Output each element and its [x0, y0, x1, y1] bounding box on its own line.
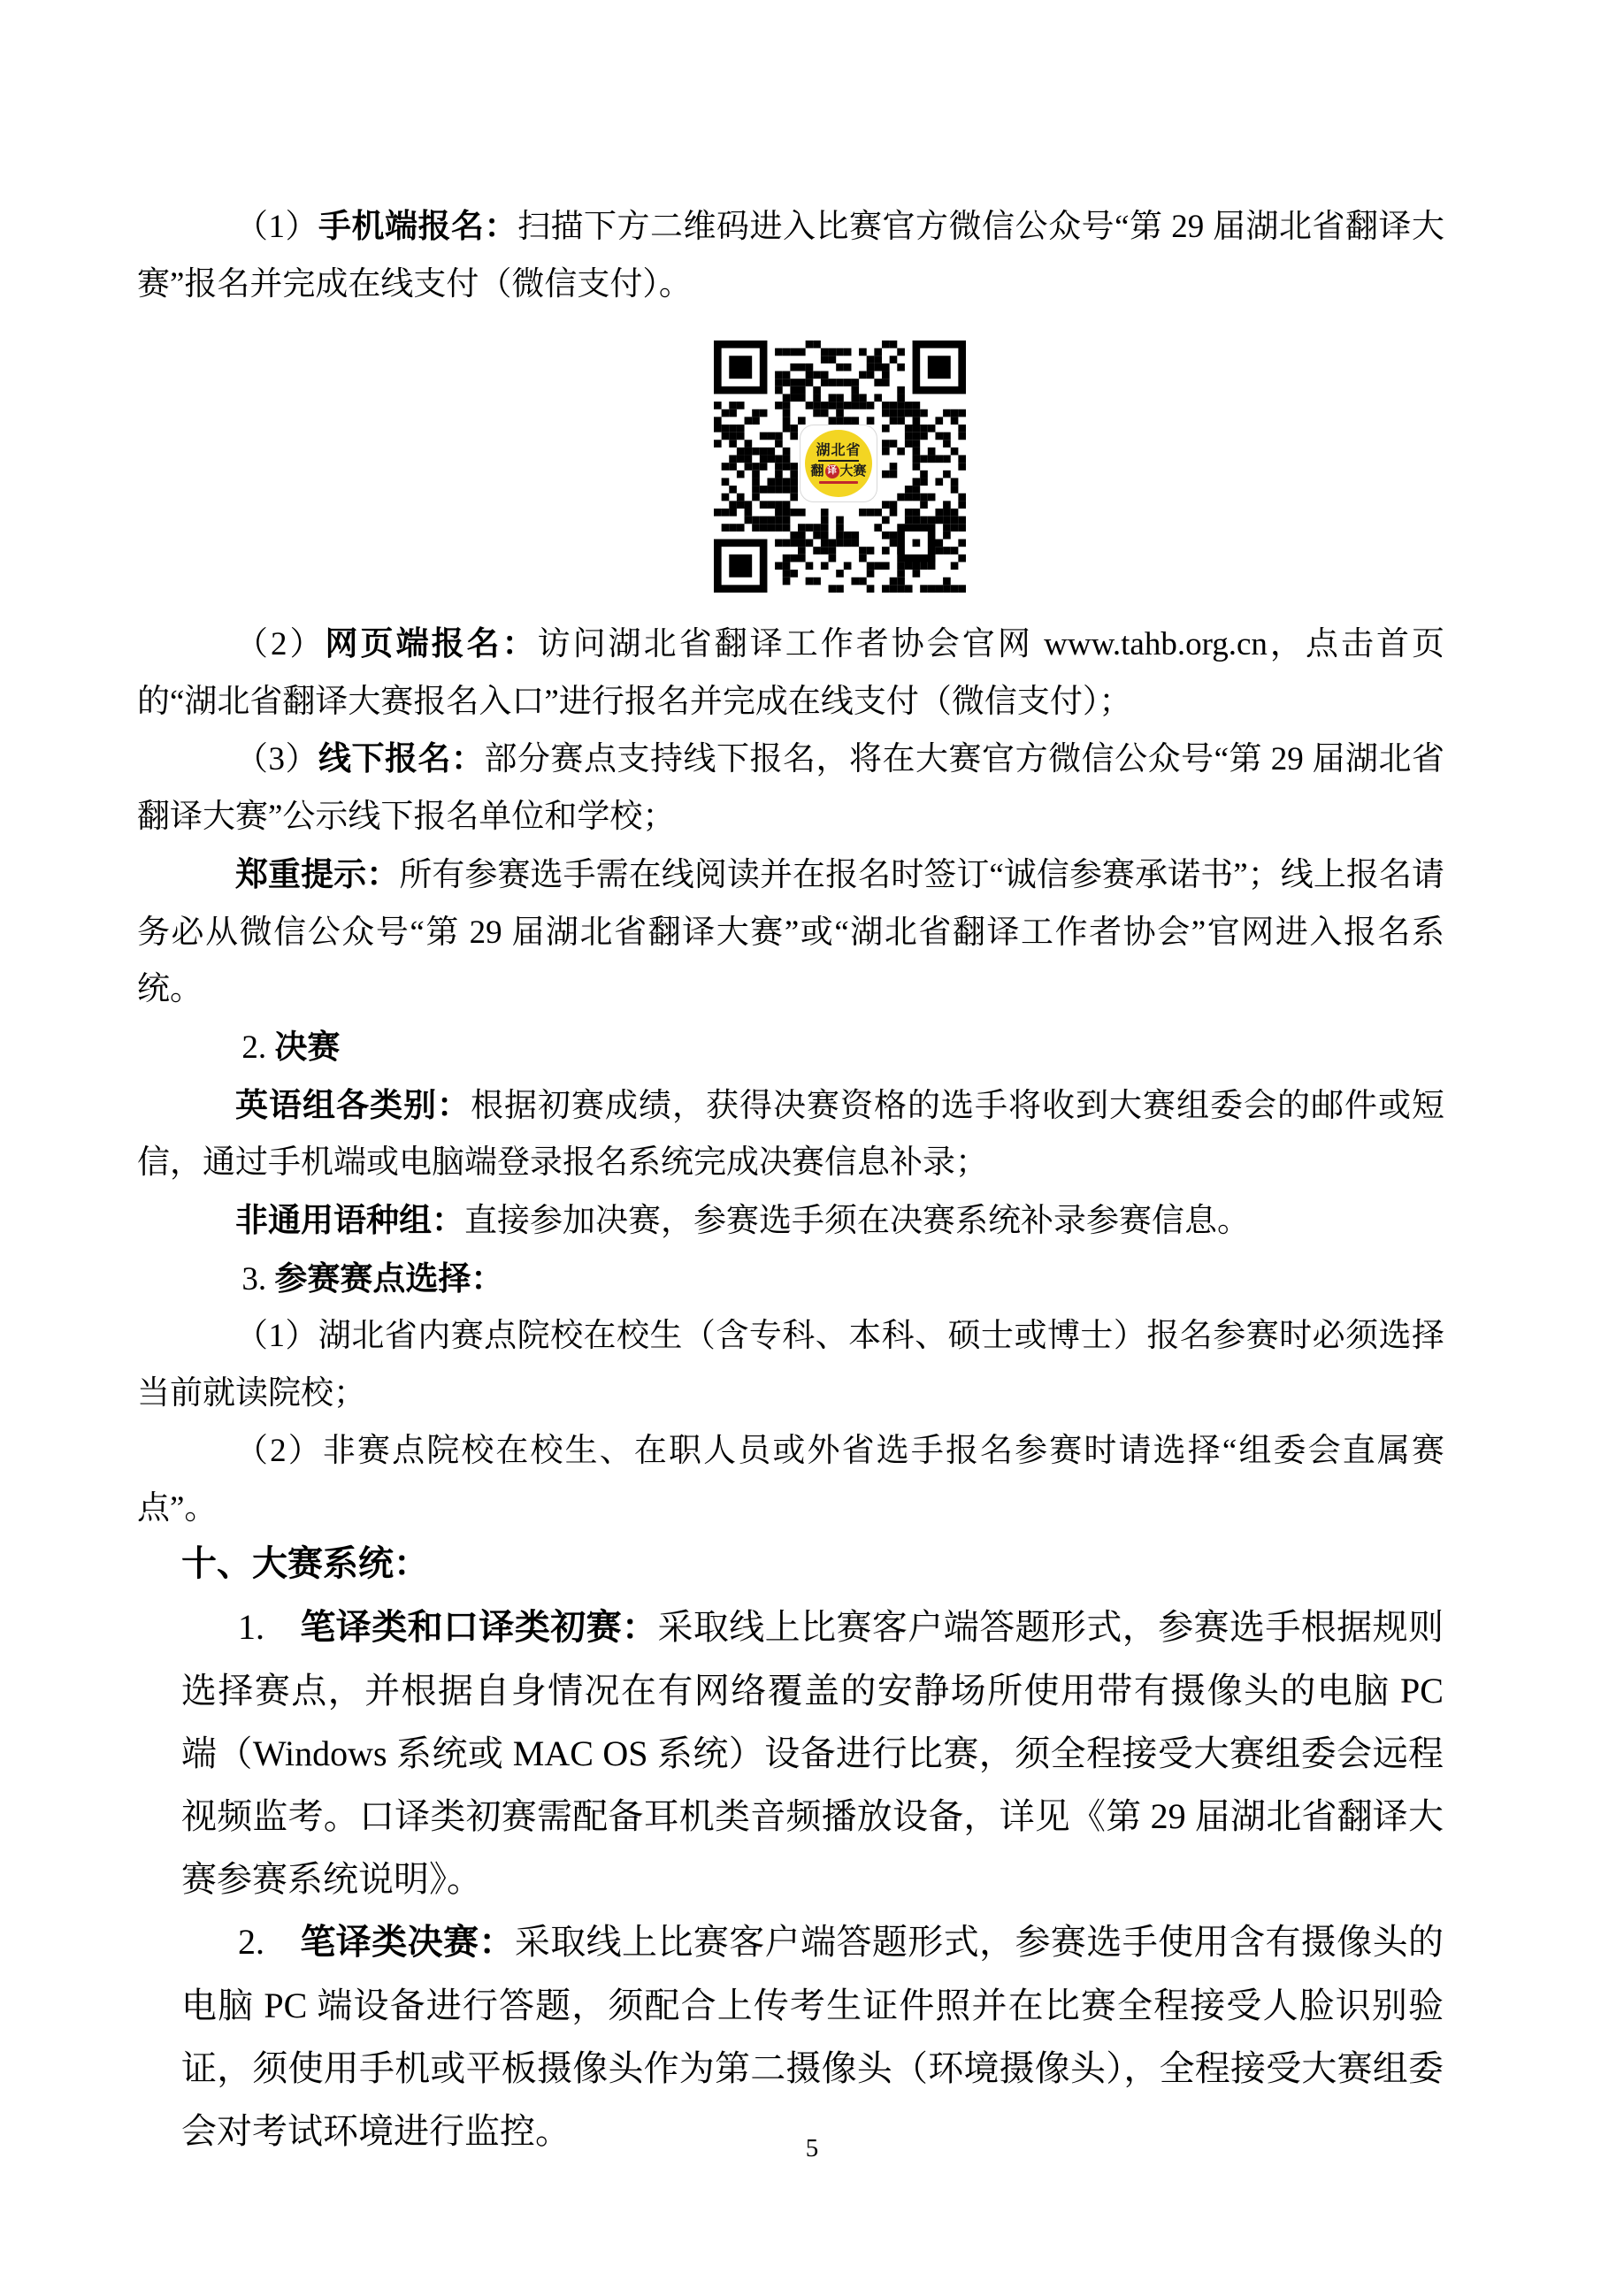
- paragraph-preliminary-system: [181, 1596, 1444, 1910]
- text-run: 采取线上比赛客户端答题形式，参赛选手根据规则选择赛点，并根据自身情况在有网络覆盖的安静场所使用带有摄像头的电脑 PC 端（Windows 系统或 MAC OS 系统）设备进行比赛，须全程接受大赛组委会远程视频监考。口译类初赛需配备耳机类音频播放设备，详见《第 29 届湖北省翻译大赛参赛系统说明》。: [181, 1607, 1444, 1899]
- text-run: （1）: [235, 209, 319, 245]
- qr-logo-circle: [805, 430, 872, 497]
- qr-logo-text-dasai: 大赛: [839, 463, 867, 478]
- qr-logo-divider: [818, 460, 859, 462]
- paragraph-offline-registration: [137, 731, 1444, 846]
- text-run: 部分赛点支持线下报名，将在大赛官方微信公众号“第 29 届湖北省翻译大赛”公示线下报名单位和学校；: [137, 741, 1445, 836]
- bold-run: 十、大赛系统：: [181, 1544, 429, 1583]
- bold-run: 非通用语种组：: [235, 1202, 464, 1239]
- paragraph-final-system: [181, 1910, 1444, 2162]
- text-run: 2.: [241, 1029, 275, 1066]
- paragraph-web-registration: [137, 616, 1444, 731]
- qr-logo-text-line2: [810, 463, 866, 478]
- bold-run: 郑重提示：: [235, 855, 400, 892]
- text-run: 根据初赛成绩，获得决赛资格的选手将收到大赛组委会的邮件或短信，通过手机端或电脑端登录报名系统完成决赛信息补录；: [137, 1087, 1444, 1182]
- text-run: 所有参赛选手需在线阅读并在报名时签订“诚信参赛承诺书”；线上报名请务必从微信公众号“第 29 届湖北省翻译大赛”或“湖北省翻译工作者协会”官网进入报名系统。: [137, 856, 1445, 1008]
- middle-text-block: [137, 616, 1444, 1537]
- paragraph-non-universal-language-group: [137, 1192, 1444, 1251]
- paragraph-site-selection-2: [137, 1423, 1444, 1537]
- text-run: （2）: [235, 626, 326, 662]
- text-run: （1）湖北省内赛点院校在校生（含专科、本科、硕士或博士）报名参赛时必须选择当前就读院校；: [137, 1318, 1444, 1412]
- bold-run: 笔译类决赛：: [300, 1923, 515, 1962]
- top-text-block: [137, 198, 1444, 313]
- bold-run: 参赛赛点选择：: [274, 1259, 504, 1297]
- text-run: （2）非赛点院校在校生、在职人员或外省选手报名参赛时请选择“组委会直属赛点”。: [137, 1432, 1444, 1527]
- text-run: 采取线上比赛客户端答题形式，参赛选手使用含有摄像头的电脑 PC 端设备进行答题，须配合上传考生证件照并在比赛全程接受人脸识别验证，须使用手机或平板摄像头作为第二摄像头（环境摄像头），全程接受大赛组委会对考试环境进行监控。: [181, 1922, 1444, 2151]
- text-run: 访问湖北省翻译工作者协会官网 www.tahb.org.cn，点击首页的“湖北省翻译大赛报名入口”进行报名并完成在线支付（微信支付）；: [137, 626, 1444, 720]
- text-run: 直接参加决赛，参赛选手须在决赛系统补录参赛信息。: [464, 1203, 1250, 1240]
- qr-center-logo: [800, 425, 877, 502]
- paragraph-site-selection-1: [137, 1308, 1444, 1422]
- text-run: 2.: [238, 1922, 300, 1962]
- text-run: 3.: [241, 1260, 275, 1297]
- paragraph-english-groups: [137, 1077, 1444, 1192]
- bold-run: 手机端报名：: [318, 208, 518, 244]
- page-number: 5: [805, 2134, 819, 2162]
- heading-site-selection: [137, 1251, 1444, 1309]
- bold-run: 英语组各类别：: [235, 1086, 471, 1123]
- text-run: 扫描下方二维码进入比赛官方微信公众号“第 29 届湖北省翻译大赛”报名并完成在线支付（微信支付）。: [137, 209, 1445, 302]
- qr-logo-subtext-line: [819, 481, 858, 484]
- bold-run: 决赛: [274, 1028, 341, 1065]
- qr-logo-text-fan: 翻: [810, 463, 824, 478]
- bold-run: 笔译类和口译类初赛：: [300, 1608, 658, 1647]
- paragraph-important-notice: [137, 846, 1444, 1019]
- qr-logo-yi-badge: 译: [825, 464, 839, 478]
- paragraph-mobile-registration: [137, 198, 1444, 313]
- text-run: 1.: [238, 1607, 300, 1647]
- bold-run: 线下报名：: [318, 740, 485, 777]
- bold-run: 网页端报名：: [325, 625, 538, 662]
- qr-logo-text-line1: 湖北省: [816, 443, 862, 458]
- text-run: （3）: [235, 741, 319, 778]
- heading-final-round: [137, 1019, 1444, 1077]
- heading-competition-system: [181, 1532, 1444, 1596]
- qr-code: [714, 341, 966, 593]
- qr-logo-card: [800, 425, 877, 502]
- bottom-text-block: [181, 1532, 1444, 2162]
